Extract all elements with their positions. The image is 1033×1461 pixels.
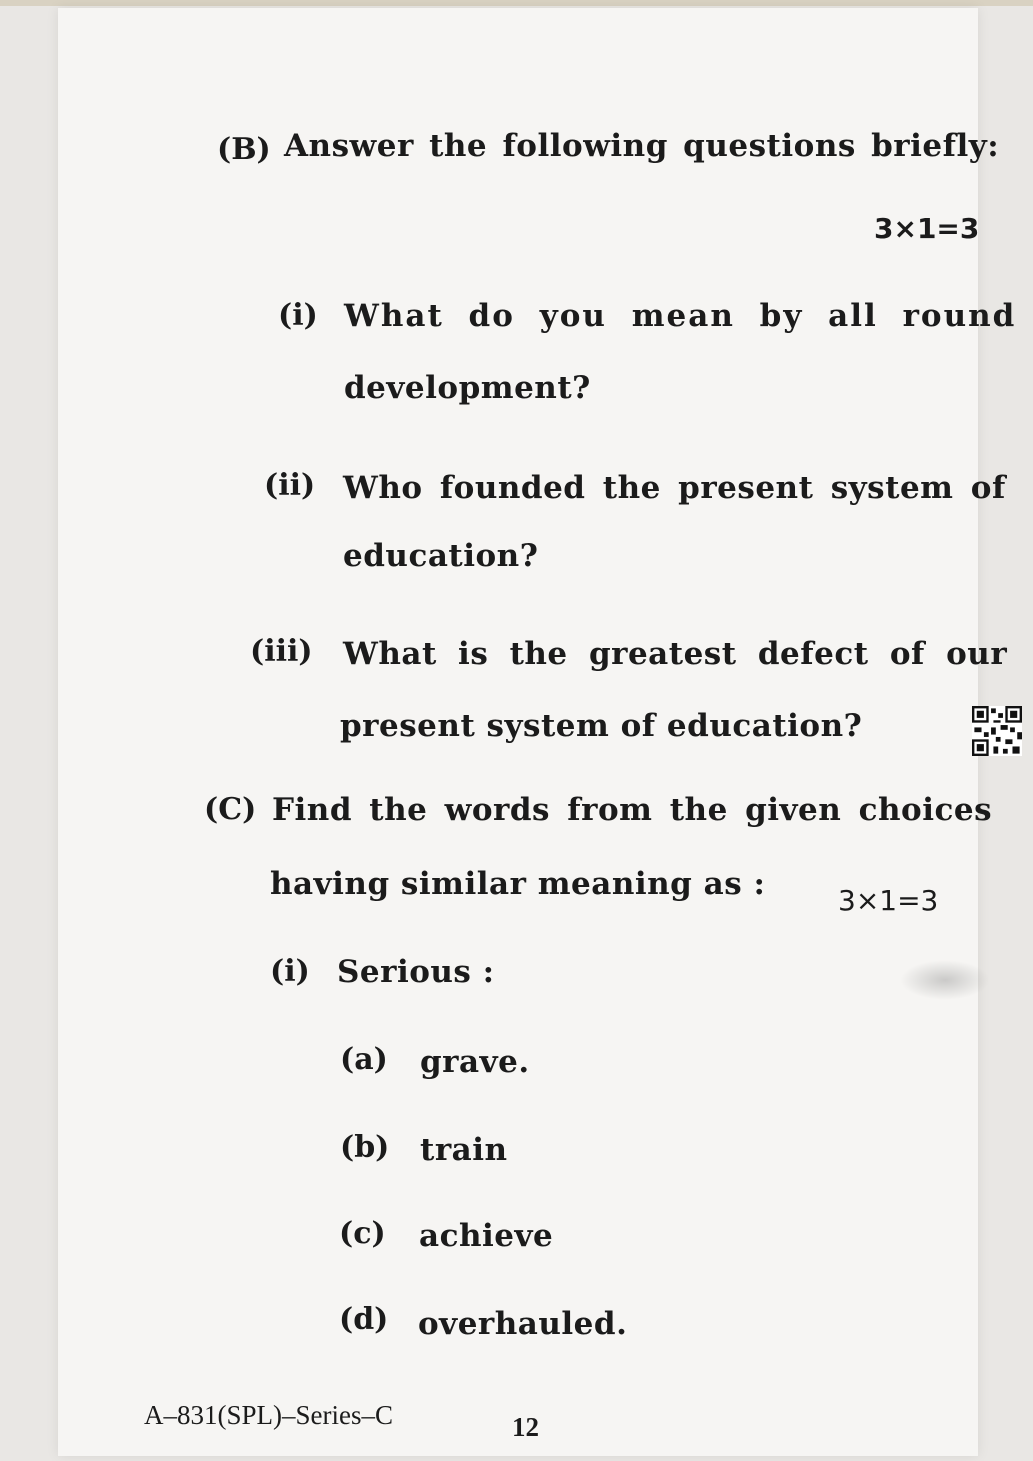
option-d-letter: (d) <box>339 1302 389 1337</box>
question-b1-line1: What do you mean by all round <box>344 298 1017 334</box>
option-a-letter: (a) <box>340 1042 388 1077</box>
qr-code-icon <box>972 706 1022 756</box>
question-b2-number: (ii) <box>264 468 316 503</box>
scan-top-edge <box>0 0 1033 6</box>
section-b-label: (B) <box>217 132 271 167</box>
question-c1-word: Serious : <box>337 954 495 990</box>
option-d-text: overhauled. <box>418 1306 628 1342</box>
scan-smudge <box>900 960 990 1000</box>
question-b3-line1: What is the greatest defect of our <box>343 636 1008 672</box>
question-b3-number: (iii) <box>250 634 313 669</box>
question-b3-line2: present system of education? <box>340 708 863 744</box>
question-b2-line1: Who founded the present system of <box>343 470 1006 506</box>
section-b-marks: 3×1=3 <box>874 212 980 245</box>
section-c-line1: Find the words from the given choices <box>272 792 993 828</box>
question-b1-number: (i) <box>278 298 318 333</box>
section-c-label: (C) <box>204 792 257 827</box>
section-c-marks: 3×1=3 <box>838 884 939 917</box>
option-b-letter: (b) <box>340 1130 390 1165</box>
option-c-text: achieve <box>419 1218 554 1254</box>
question-c1-number: (i) <box>270 954 310 989</box>
question-b1-line2: development? <box>344 370 591 406</box>
question-b2-line2: education? <box>343 538 539 574</box>
footer-series: A–831(SPL)–Series–C <box>144 1400 393 1430</box>
section-b-heading: Answer the following questions briefly: <box>284 128 1000 164</box>
section-c-line2: having similar meaning as : <box>270 866 766 902</box>
option-c-letter: (c) <box>339 1216 386 1251</box>
option-a-text: grave. <box>420 1044 530 1080</box>
option-b-text: train <box>420 1132 508 1168</box>
footer-page-number: 12 <box>512 1412 539 1442</box>
